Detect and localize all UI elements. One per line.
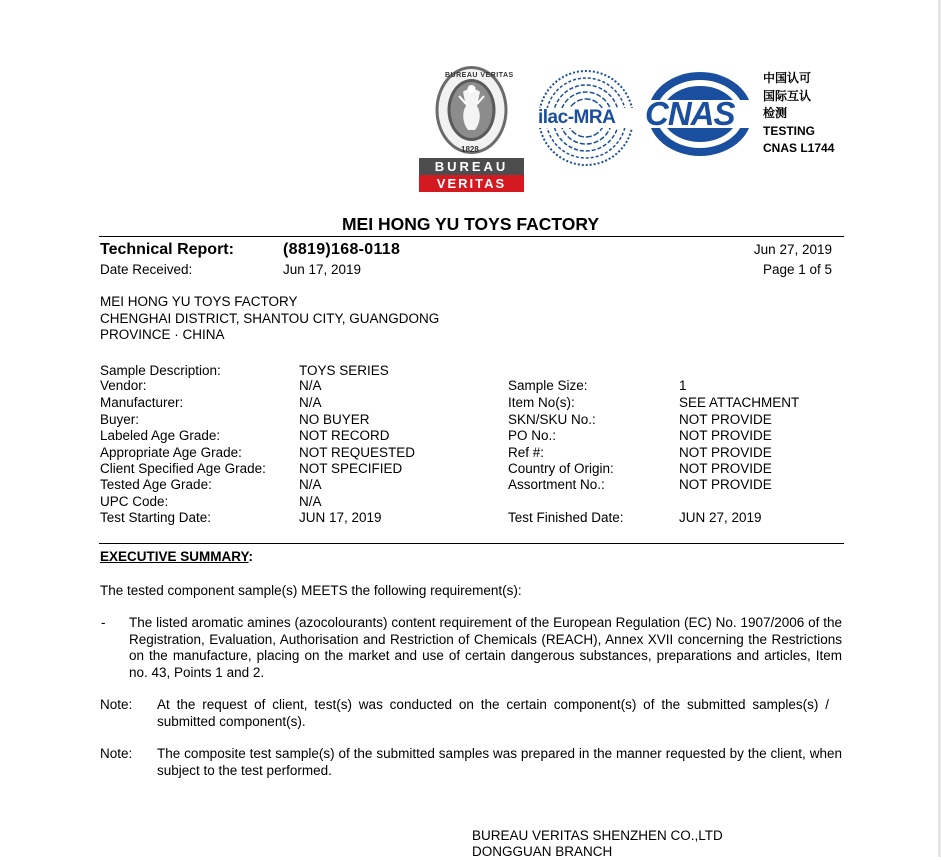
detail-label: SKN/SKU No.: (508, 412, 596, 427)
report-title: MEI HONG YU TOYS FACTORY (341, 214, 600, 234)
report-date: Jun 27, 2019 (753, 242, 832, 257)
detail-value: JUN 27, 2019 (679, 510, 762, 525)
detail-label: Sample Description: (100, 363, 221, 378)
issuer-name: BUREAU VERITAS SHENZHEN CO.,LTD (472, 828, 723, 843)
bullet-marker: - (101, 615, 106, 630)
cnas-line: CNAS L1744 (763, 141, 835, 155)
executive-summary-heading (100, 549, 253, 566)
detail-value: NOT PROVIDE (679, 461, 772, 476)
date-received-label: Date Received: (100, 262, 193, 277)
address-line: CHENGHAI DISTRICT, SHANTOU CITY, GUANGDONG (100, 311, 440, 326)
cnas-line: TESTING (763, 123, 816, 138)
detail-value: N/A (299, 494, 322, 509)
note-label: Note: (100, 697, 133, 712)
detail-value: N/A (299, 477, 322, 492)
detail-label: Sample Size: (508, 378, 588, 393)
requirement-item: The listed aromatic amines (azocolourants) content requirement of the European Regulation (EC) No. 1907/2006 of the Registration, Evaluation, Authorisation and Restriction of Chemicals (REACH), Annex XVII concerning the Restrictions on the manufacture, placing on the market and use of certain dangerous substances, preparations and articles, Item no. 43, Points 1 and 2. (129, 615, 842, 680)
ilac-mra-logo (536, 68, 636, 168)
bv-ring-text: BUREAU VERITAS (445, 72, 514, 79)
cnas-line: 国际互认 (763, 88, 812, 103)
detail-label: Labeled Age Grade: (100, 428, 221, 443)
details-rule (99, 543, 844, 544)
detail-value: 1 (679, 378, 687, 393)
detail-label: Ref #: (508, 445, 545, 460)
note-label: Note: (100, 746, 133, 761)
bv-word-veritas: VERITAS (419, 175, 524, 192)
cnas-line: 中国认可 (763, 71, 812, 85)
note-text: The composite test sample(s) of the submitted samples was prepared in the manner requested by the client, when subject to the test performed. (157, 746, 842, 778)
technical-report-label: Technical Report: (100, 241, 234, 258)
detail-label: Item No(s): (508, 395, 575, 410)
detail-label: Country of Origin: (508, 461, 614, 476)
cnas-logo (645, 70, 755, 158)
detail-value: SEE ATTACHMENT (679, 395, 800, 410)
page-info: Page 1 of 5 (762, 262, 832, 277)
detail-value: NOT PROVIDE (679, 428, 772, 443)
detail-label: Assortment No.: (508, 477, 605, 492)
detail-value: N/A (299, 395, 322, 410)
title-rule (99, 236, 844, 237)
detail-label: Test Finished Date: (508, 510, 624, 525)
detail-value: N/A (299, 378, 322, 393)
detail-value: NOT RECORD (299, 428, 390, 443)
detail-label: Vendor: (100, 378, 147, 393)
detail-label: UPC Code: (100, 494, 169, 509)
detail-label: PO No.: (508, 428, 557, 443)
date-received-value: Jun 17, 2019 (283, 262, 362, 277)
ilac-mra-text: ilac-MRA (538, 107, 616, 128)
detail-value: NOT PROVIDE (679, 445, 772, 460)
detail-value: NO BUYER (299, 412, 370, 427)
detail-value: NOT REQUESTED (299, 445, 416, 460)
cnas-wordmark: CNAS (645, 95, 735, 132)
cnas-line: 检测 (763, 106, 788, 120)
note-text: At the request of client, test(s) was conducted on the certain component(s) of the submitted samples(s) / submitted component(s). (157, 697, 829, 729)
summary-heading-colon: : (248, 549, 254, 564)
address-line: MEI HONG YU TOYS FACTORY (100, 294, 298, 309)
technical-report-number: (8819)168-0118 (283, 241, 401, 258)
detail-value: NOT PROVIDE (679, 477, 772, 492)
detail-value: TOYS SERIES (299, 363, 389, 378)
address-line: PROVINCE · CHINA (100, 327, 225, 342)
detail-label: Buyer: (100, 412, 140, 427)
bv-year: 1828 (461, 145, 479, 154)
summary-heading-text: EXECUTIVE SUMMARY (100, 549, 249, 564)
summary-intro: The tested component sample(s) MEETS the following requirement(s): (100, 583, 522, 598)
detail-value: NOT SPECIFIED (299, 461, 403, 476)
detail-value: JUN 17, 2019 (299, 510, 382, 525)
detail-label: Manufacturer: (100, 395, 184, 410)
detail-label: Tested Age Grade: (100, 477, 212, 492)
detail-label: Appropriate Age Grade: (100, 445, 242, 460)
detail-value: NOT PROVIDE (679, 412, 772, 427)
detail-label: Test Starting Date: (100, 510, 212, 525)
detail-label: Client Specified Age Grade: (100, 461, 266, 476)
bv-wordmark (419, 158, 524, 192)
bv-word-bureau: BUREAU (419, 158, 524, 175)
cnas-accreditation-text (763, 70, 834, 158)
issuer-branch: DONGGUAN BRANCH (472, 844, 613, 859)
